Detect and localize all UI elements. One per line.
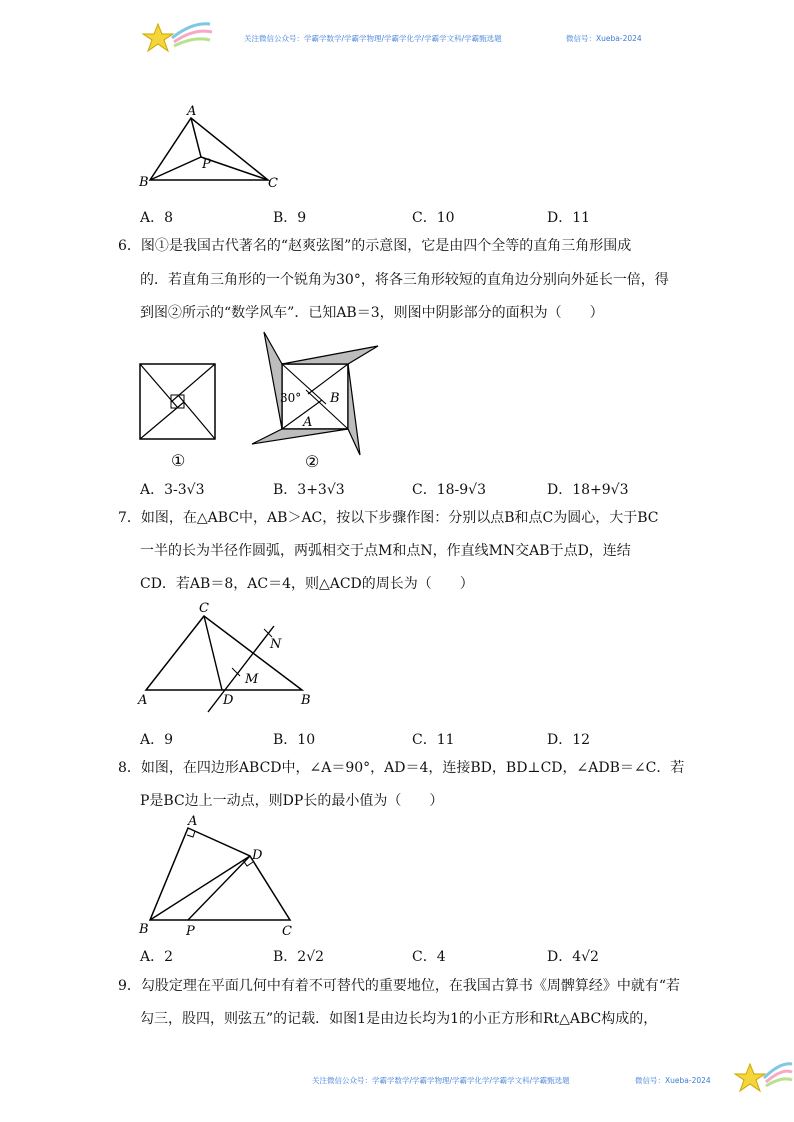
star-icon [735, 1064, 765, 1091]
q5-option-a: A．8 [140, 210, 174, 226]
q6-fig2-label-30: 30° [280, 391, 302, 405]
q7-option-c: C．11 [412, 732, 455, 748]
q7-label-b: B [301, 693, 311, 708]
q7-line-2: 一半的长为半径作圆弧，两弧相交于点M和点N，作直线MN交AB于点D，连结 [140, 543, 631, 559]
q5-option-c: C．10 [412, 210, 455, 226]
q7-label-m: M [245, 672, 259, 687]
q6-fig1-label: ① [171, 451, 186, 470]
header-wechat: 微信号：Xueba-2024 [566, 34, 642, 43]
q5-figure [136, 104, 296, 194]
footer-logo [734, 1060, 794, 1100]
footer-text: 关注微信公众号：学霸学数学/学霸学物理/学霸学化学/学霸学文科/学霸甄选题 [312, 1076, 570, 1085]
q8-label-d: D [252, 848, 263, 863]
q6-fig2-label: ② [305, 452, 320, 471]
q5-label-c: C [268, 176, 278, 191]
q6-fig2-label-a: A [303, 415, 313, 430]
q8-label-b: B [139, 922, 149, 937]
star-icon [143, 24, 173, 51]
q8-line-1: 8．如图，在四边形ABCD中，∠A＝90°，AD＝4，连接BD，BD⊥CD，∠ADB＝∠C．若 [118, 760, 685, 776]
q8-figure [136, 812, 306, 942]
q6-line-1: 6．图①是我国古代著名的“赵爽弦图”的示意图，它是由四个全等的直角三角形围成 [118, 238, 632, 254]
q8-option-c: C．4 [412, 949, 446, 965]
q7-line-1: 7．如图，在△ABC中，AB＞AC，按以下步骤作图：分别以点B和点C为圆心，大于BC [118, 510, 659, 526]
q6-option-a: A．3-3√3 [140, 482, 205, 498]
q5-label-b: B [139, 175, 149, 190]
q5-label-a: A [187, 104, 197, 119]
q9-line-2: 勾三，股四，则弦五”的记载．如图1是由边长均为1的小正方形和Rt△ABC构成的， [140, 1011, 658, 1027]
header-text: 关注微信公众号：学霸学数学/学霸学物理/学霸学化学/学霸学文科/学霸甄选题 [244, 34, 502, 43]
q6-fig2-label-b: B [330, 391, 340, 406]
q5-option-d: D．11 [547, 210, 591, 226]
q7-figure [136, 598, 326, 713]
header-logo [142, 20, 212, 60]
q5-label-p: P [202, 157, 211, 172]
q6-line-3: 到图②所示的“数学风车”．已知AB＝3，则图中阴影部分的面积为（ ） [140, 305, 604, 321]
q8-label-p: P [186, 924, 195, 939]
q6-option-b: B．3+3√3 [273, 482, 345, 498]
q7-label-c: C [199, 601, 209, 616]
q6-option-c: C．18-9√3 [412, 482, 486, 498]
q6-option-d: D．18+9√3 [547, 482, 629, 498]
footer-wechat: 微信号：Xueba-2024 [635, 1076, 711, 1085]
q5-option-b: B．9 [273, 210, 307, 226]
q7-option-b: B．10 [273, 732, 316, 748]
q7-label-n: N [270, 637, 282, 652]
q7-option-d: D．12 [547, 732, 591, 748]
q7-label-d: D [223, 693, 234, 708]
q6-figure-1 [136, 360, 226, 470]
q8-line-2: P是BC边上一动点，则DP长的最小值为（ ） [140, 793, 444, 809]
q8-option-d: D．4√2 [547, 949, 599, 965]
q9-line-1: 9．勾股定理在平面几何中有着不可替代的重要地位，在我国古算书《周髀算经》中就有“若 [118, 978, 681, 994]
q8-option-b: B．2√2 [273, 949, 325, 965]
q8-label-a: A [188, 814, 198, 829]
q7-option-a: A．9 [140, 732, 174, 748]
q8-option-a: A．2 [140, 949, 174, 965]
q6-line-2: 的．若直角三角形的一个锐角为30°，将各三角形较短的直角边分别向外延长一倍，得 [140, 272, 669, 288]
q7-line-3: CD．若AB＝8，AC＝4，则△ACD的周长为（ ） [140, 576, 474, 592]
q8-label-c: C [282, 924, 292, 939]
q7-label-a: A [138, 693, 148, 708]
q6-figure-2 [248, 330, 388, 471]
